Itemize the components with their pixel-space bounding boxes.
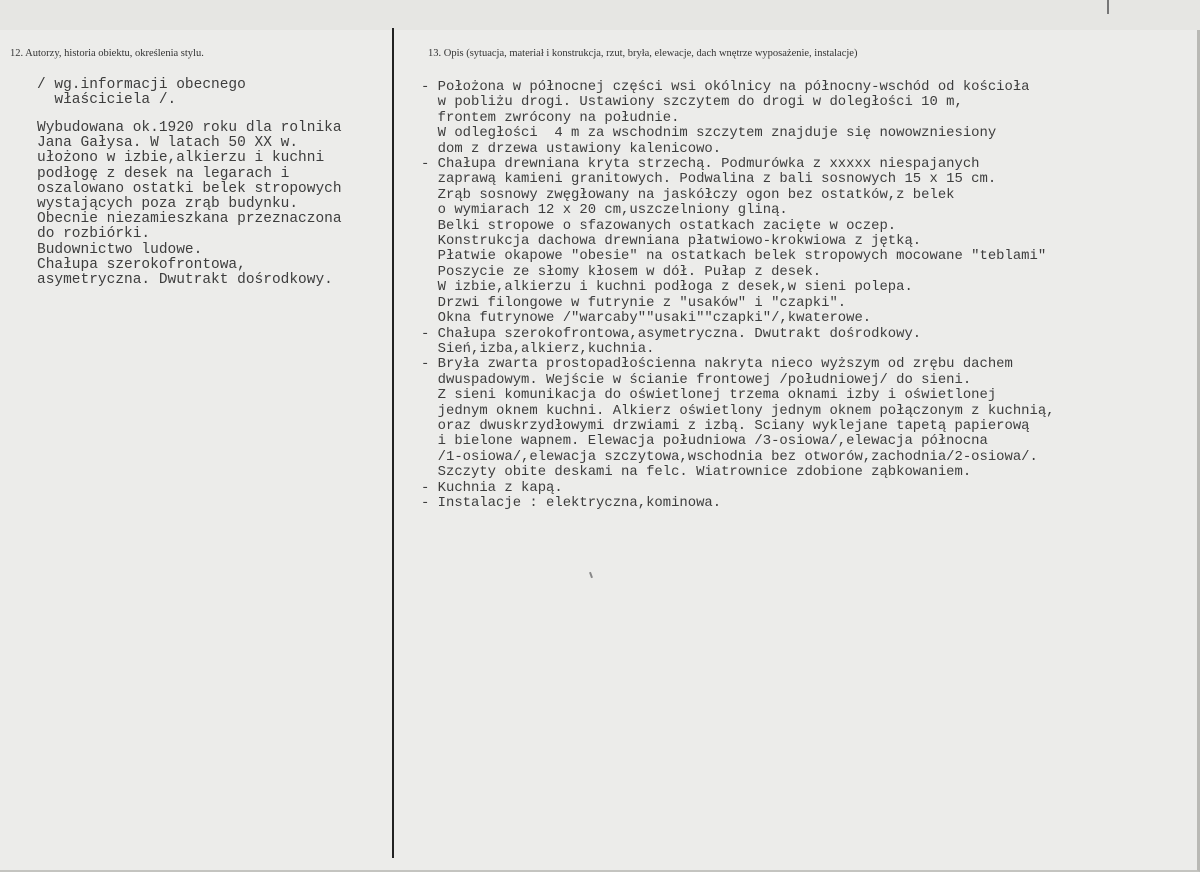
typed-line: oszalowano ostatki belek stropowych [37, 180, 342, 197]
section-13-heading: 13. Opis (sytuacja, materiał i konstrukcja, rzut, bryła, elewacje, dach wnętrze wyposażenie, instalacje) [428, 48, 858, 59]
section-12-heading: 12. Autorzy, historia obiektu, określenia stylu. [10, 48, 204, 59]
typed-line: Budownictwo ludowe. [37, 241, 203, 258]
typed-line: Poszycie ze słomy kłosem w dół. Pułap z desek. [421, 263, 822, 280]
typed-line: - Kuchnia z kapą. [421, 479, 563, 496]
typed-line: ułożono w izbie,alkierzu i kuchni [37, 150, 325, 167]
typed-line: W izbie,alkierzu i kuchni podłoga z desek,w sieni polepa. [421, 279, 913, 296]
typed-line: dom z drzewa ustawiony kalenicowo. [421, 140, 722, 157]
typed-line: Jana Gałysa. W latach 50 XX w. [37, 135, 299, 152]
top-tick-mark [1107, 0, 1109, 14]
typed-line: - Bryła zwarta prostopadłościenna nakryta nieco wyższym od zrębu dachem [421, 356, 1013, 373]
typed-line: Szczyty obite deskami na felc. Wiatrownice zdobione ząbkowaniem. [421, 464, 972, 481]
typed-line: Z sieni komunikacja do oświetlonej trzema oknami izby i oświetlonej [421, 387, 997, 404]
typed-line: właściciela /. [37, 92, 177, 109]
typed-line: Zrąb sosnowy zwęgłowany na jaskółczy ogon bez ostatków,z belek [421, 186, 955, 203]
typed-line: zaprawą kamieni granitowych. Podwalina z bali sosnowych 15 x 15 cm. [421, 171, 997, 188]
typed-line: do rozbiórki. [37, 226, 151, 243]
right-description-text [421, 80, 1055, 511]
typed-line: wystających poza zrąb budynku. [37, 196, 299, 213]
typed-line: o wymiarach 12 x 20 cm,uszczelniony gliną. [421, 202, 788, 219]
typed-line: asymetryczna. Dwutrakt dośrodkowy. [37, 272, 333, 289]
typed-line: Obecnie niezamieszkana przeznaczona [37, 211, 342, 228]
typed-line: Chałupa szerokofrontowa, [37, 256, 246, 273]
typed-line: / wg.informacji obecnego [37, 77, 246, 93]
typed-line: podłogę z desek na legarach i [37, 165, 290, 182]
typed-line: - Chałupa szerokofrontowa,asymetryczna. Dwutrakt dośrodkowy. [421, 325, 922, 342]
typed-line: dwuspadowym. Wejście w ścianie frontowej /południowej/ do sieni. [421, 371, 972, 388]
typed-line: Okna futrynowe /"warcaby""usaki""czapki"/,kwaterowe. [421, 310, 872, 327]
typed-line: Belki stropowe o sfazowanych ostatkach zacięte w oczep. [421, 217, 897, 234]
typed-line: - Instalacje : elektryczna,kominowa. [421, 494, 722, 511]
typed-line: Wybudowana ok.1920 roku dla rolnika [37, 120, 342, 136]
left-history-text [37, 121, 342, 288]
typed-line: w pobliżu drogi. Ustawiony szczytem do drogi w doległości 10 m, [421, 94, 963, 111]
typed-line: oraz dwuskrzydłowymi drzwiami z izbą. Sciany wyklejane tapetą papierową [421, 417, 1030, 434]
typed-line: Konstrukcja dachowa drewniana płatwiowo-krokwiowa z jętką. [421, 233, 922, 250]
typed-line: Płatwie okapowe "obesie" na ostatkach belek stropowych mocowane "teblami" [421, 248, 1047, 265]
typed-line: Sień,izba,alkierz,kuchnia. [421, 340, 655, 357]
card-top-margin [0, 0, 1200, 30]
left-note [37, 78, 246, 108]
typed-line: - Położona w północnej części wsi okólnicy na północny-wschód od kościoła [421, 79, 1030, 95]
typed-line: Drzwi filongowe w futrynie z "usaków" i "czapki". [421, 294, 847, 311]
typed-line: - Chałupa drewniana kryta strzechą. Podmurówka z xxxxx niespajanych [421, 156, 980, 173]
typed-line: /1-osiowa/,elewacja szczytowa,wschodnia bez otworów,zachodnia/2-osiowa/. [421, 448, 1038, 465]
typed-line: frontem zwrócony na południe. [421, 109, 680, 126]
typed-line: jednym oknem kuchni. Alkierz oświetlony jednym oknem połączonym z kuchnią, [421, 402, 1055, 419]
column-divider [392, 28, 394, 858]
typed-line: i bielone wapnem. Elewacja południowa /3-osiowa/,elewacja północna [421, 433, 988, 450]
paper-speck [589, 572, 593, 578]
typed-line: W odległości 4 m za wschodnim szczytem znajduje się nowowzniesiony [421, 125, 997, 142]
